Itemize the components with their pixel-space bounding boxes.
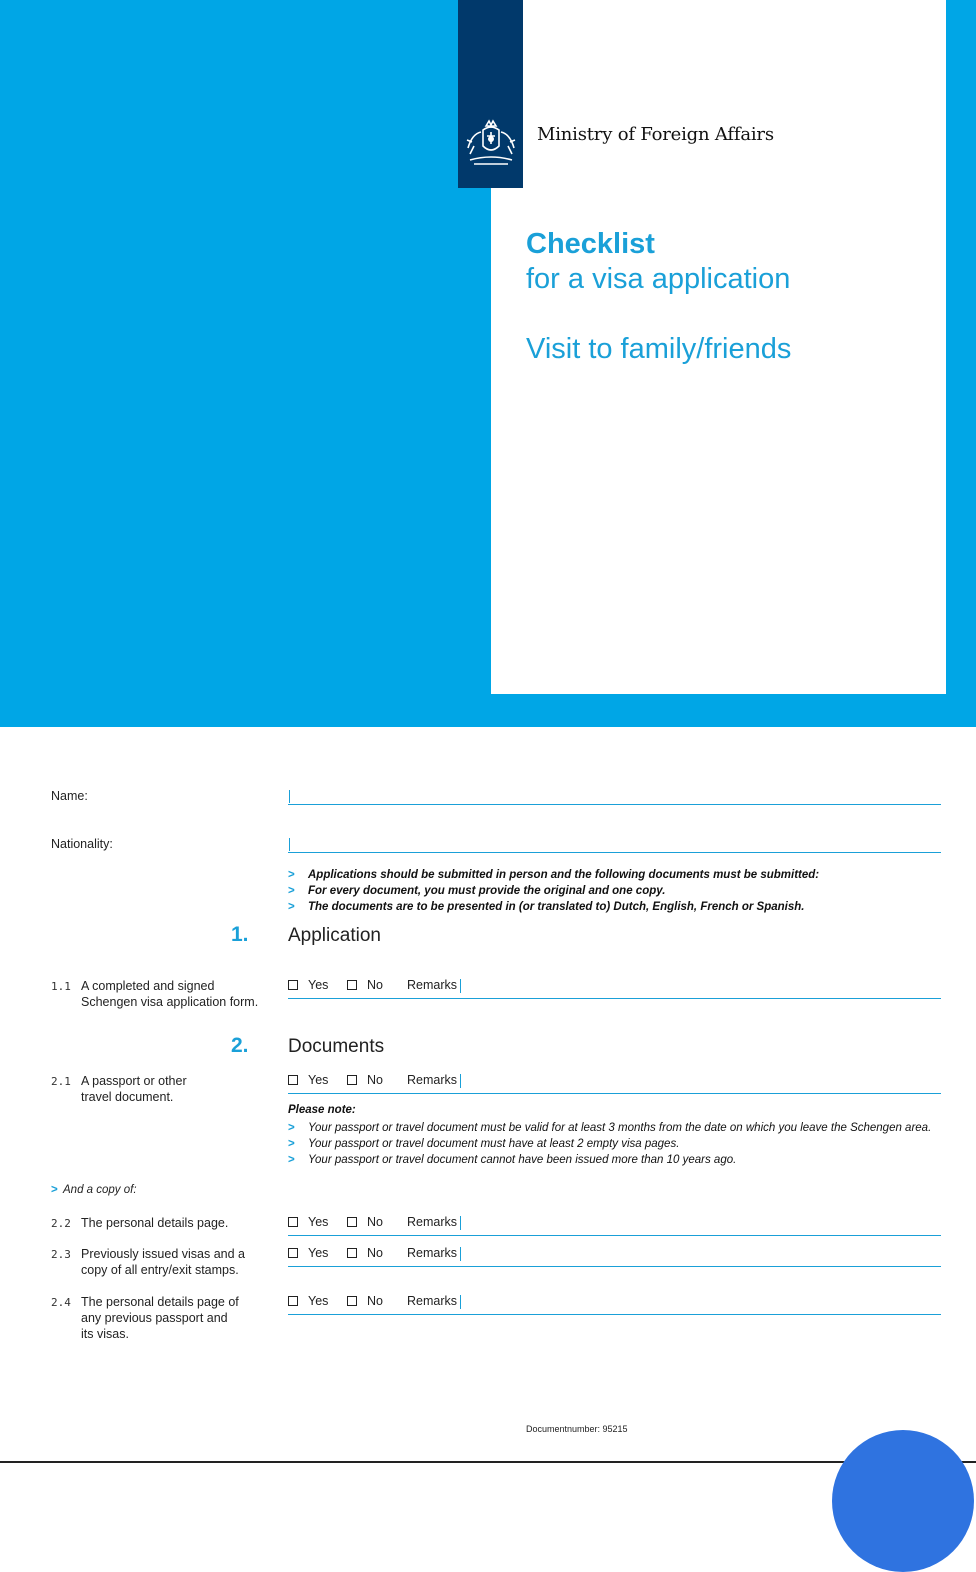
item-number: 2.3	[51, 1248, 71, 1261]
yes-label: Yes	[308, 1215, 329, 1229]
page-bottom-rule	[0, 1461, 976, 1463]
item-text: A passport or other travel document.	[81, 1074, 187, 1104]
section-2-number: 2.	[231, 1034, 249, 1057]
section-1-title: Application	[288, 925, 381, 946]
intro-note: > For every document, you must provide the original and one copy.	[288, 885, 666, 897]
item-number: 2.1	[51, 1075, 71, 1088]
please-note-item: > Your passport or travel document cannot have been issued more than 10 years ago.	[288, 1154, 737, 1166]
yes-checkbox[interactable]	[288, 1296, 298, 1306]
cover-title: Checklist	[526, 228, 655, 260]
no-label: No	[367, 1246, 383, 1260]
checklist-row-2-4	[288, 1294, 941, 1310]
yes-checkbox[interactable]	[288, 1075, 298, 1085]
remarks-label: Remarks	[407, 1215, 458, 1229]
yes-checkbox[interactable]	[288, 980, 298, 990]
section-2-title: Documents	[288, 1036, 385, 1057]
coat-of-arms-icon	[462, 118, 520, 170]
item-text: Previously issued visas and a copy of all entry/exit stamps.	[81, 1247, 245, 1277]
emblem-bar	[458, 0, 523, 188]
no-checkbox[interactable]	[347, 1075, 357, 1085]
please-note-item: > Your passport or travel document must be valid for at least 3 months from the date on which you leave the Schengen area.	[288, 1122, 932, 1134]
floating-action-button[interactable]	[832, 1430, 974, 1572]
intro-notes	[288, 867, 819, 915]
section-1-number: 1.	[231, 923, 249, 946]
no-label: No	[367, 1073, 383, 1087]
chevron-right-icon: >	[288, 1138, 295, 1150]
item-number: 2.2	[51, 1217, 71, 1230]
remarks-label: Remarks	[407, 1294, 458, 1308]
remarks-label: Remarks	[407, 1073, 458, 1087]
no-checkbox[interactable]	[347, 980, 357, 990]
chevron-right-icon: >	[288, 869, 295, 881]
remarks-field[interactable]	[288, 998, 941, 999]
remarks-field[interactable]	[288, 1235, 941, 1236]
name-field-cursor	[289, 790, 290, 803]
remarks-cursor	[460, 1247, 461, 1261]
checklist-row-1-1	[288, 978, 941, 994]
item-text: A completed and signed Schengen visa application form.	[81, 979, 259, 1009]
yes-label: Yes	[308, 1073, 329, 1087]
chevron-right-icon: >	[288, 1154, 295, 1166]
yes-label: Yes	[308, 978, 329, 992]
intro-note: > The documents are to be presented in (or translated to) Dutch, English, French or Spanish.	[288, 901, 805, 913]
document-number: Documentnumber: 95215	[526, 1424, 628, 1434]
remarks-label: Remarks	[407, 1246, 458, 1260]
remarks-field[interactable]	[288, 1314, 941, 1315]
yes-checkbox[interactable]	[288, 1217, 298, 1227]
cover-purpose: Visit to family/friends	[526, 333, 792, 365]
no-label: No	[367, 978, 383, 992]
yes-checkbox[interactable]	[288, 1248, 298, 1258]
checklist-row-2-3	[288, 1246, 941, 1262]
please-note-item: > Your passport or travel document must have at least 2 empty visa pages.	[288, 1138, 680, 1150]
remarks-cursor	[460, 979, 461, 993]
checklist-row-2-1	[288, 1073, 941, 1089]
chevron-right-icon: >	[288, 901, 295, 913]
nationality-field[interactable]	[288, 852, 941, 853]
remarks-field[interactable]	[288, 1093, 941, 1094]
yes-label: Yes	[308, 1294, 329, 1308]
checklist-row-2-2	[288, 1215, 941, 1231]
remarks-field[interactable]	[288, 1266, 941, 1267]
no-label: No	[367, 1294, 383, 1308]
no-label: No	[367, 1215, 383, 1229]
no-checkbox[interactable]	[347, 1217, 357, 1227]
please-note-heading: Please note:	[288, 1104, 356, 1116]
nationality-field-cursor	[289, 838, 290, 851]
item-text: The personal details page of any previous passport and its visas.	[81, 1295, 239, 1341]
nationality-label: Nationality:	[51, 837, 113, 851]
chevron-right-icon: >	[288, 1122, 295, 1134]
chevron-right-icon: >	[288, 885, 295, 897]
item-number: 2.4	[51, 1296, 71, 1309]
cover-subtitle: for a visa application	[526, 263, 791, 295]
remarks-label: Remarks	[407, 978, 458, 992]
no-checkbox[interactable]	[347, 1296, 357, 1306]
name-field[interactable]	[288, 804, 941, 805]
name-label: Name:	[51, 789, 88, 803]
item-number: 1.1	[51, 980, 71, 993]
ministry-name: Ministry of Foreign Affairs	[537, 124, 774, 145]
copy-of-label: > And a copy of:	[51, 1184, 137, 1196]
remarks-cursor	[460, 1295, 461, 1309]
remarks-cursor	[460, 1216, 461, 1230]
remarks-cursor	[460, 1074, 461, 1088]
yes-label: Yes	[308, 1246, 329, 1260]
item-text: The personal details page.	[81, 1216, 229, 1230]
no-checkbox[interactable]	[347, 1248, 357, 1258]
intro-note: > Applications should be submitted in person and the following documents must be submitted:	[288, 869, 820, 881]
chevron-right-icon: >	[51, 1184, 58, 1196]
please-note-list	[288, 1120, 931, 1168]
